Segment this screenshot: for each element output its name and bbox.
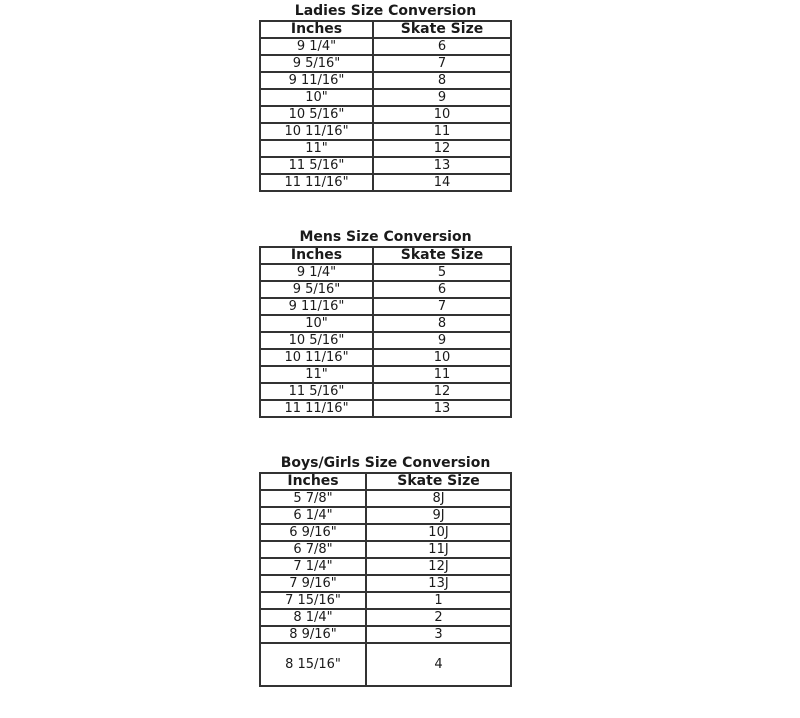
table-row xyxy=(260,157,511,174)
inches-cell: 8 9/16" xyxy=(260,626,366,643)
skate-size-cell: 12 xyxy=(373,383,511,400)
skate-size-cell: 2 xyxy=(366,609,511,626)
inches-cell: 9 11/16" xyxy=(260,298,373,315)
skate-size-cell: 11 xyxy=(373,366,511,383)
header-skate-size: Skate Size xyxy=(373,247,511,264)
skate-size-cell: 10 xyxy=(373,106,511,123)
table-row xyxy=(260,626,511,643)
inches-cell: 6 7/8" xyxy=(260,541,366,558)
inches-cell: 9 5/16" xyxy=(260,281,373,298)
skate-size-cell: 9 xyxy=(373,89,511,106)
skate-size-cell: 6 xyxy=(373,281,511,298)
skate-size-cell: 4 xyxy=(366,643,511,686)
table-row xyxy=(260,72,511,89)
inches-cell: 7 15/16" xyxy=(260,592,366,609)
table-row xyxy=(260,592,511,609)
inches-cell: 10" xyxy=(260,315,373,332)
table-header-row xyxy=(260,21,511,38)
skate-size-cell: 13 xyxy=(373,157,511,174)
table-row xyxy=(260,332,511,349)
table-row xyxy=(260,281,511,298)
inches-cell: 6 1/4" xyxy=(260,507,366,524)
inches-cell: 11 11/16" xyxy=(260,174,373,191)
inches-cell: 9 1/4" xyxy=(260,38,373,55)
table-row xyxy=(260,575,511,592)
ladies-size-table xyxy=(259,20,512,192)
mens-size-table xyxy=(259,246,512,418)
table-row xyxy=(260,400,511,417)
skate-size-cell: 8 xyxy=(373,72,511,89)
inches-cell: 10 11/16" xyxy=(260,349,373,366)
table-row xyxy=(260,298,511,315)
inches-cell: 11 5/16" xyxy=(260,383,373,400)
header-skate-size: Skate Size xyxy=(373,21,511,38)
inches-cell: 9 5/16" xyxy=(260,55,373,72)
skate-size-cell: 8 xyxy=(373,315,511,332)
skate-size-cell: 11J xyxy=(366,541,511,558)
skate-size-cell: 12 xyxy=(373,140,511,157)
table-row xyxy=(260,315,511,332)
inches-cell: 11" xyxy=(260,366,373,383)
skate-size-cell: 5 xyxy=(373,264,511,281)
table-row xyxy=(260,174,511,191)
inches-cell: 6 9/16" xyxy=(260,524,366,541)
inches-cell: 11 11/16" xyxy=(260,400,373,417)
skate-size-cell: 10 xyxy=(373,349,511,366)
skate-size-cell: 7 xyxy=(373,55,511,72)
skate-size-cell: 1 xyxy=(366,592,511,609)
table-row xyxy=(260,349,511,366)
ladies-table-title: Ladies Size Conversion xyxy=(294,3,477,19)
inches-cell: 11 5/16" xyxy=(260,157,373,174)
skate-size-cell: 3 xyxy=(366,626,511,643)
inches-cell: 10 5/16" xyxy=(260,106,373,123)
table-row xyxy=(260,140,511,157)
skate-size-cell: 11 xyxy=(373,123,511,140)
header-inches: Inches xyxy=(260,21,373,38)
inches-cell: 7 9/16" xyxy=(260,575,366,592)
table-row xyxy=(260,55,511,72)
inches-cell: 10" xyxy=(260,89,373,106)
table-row xyxy=(260,524,511,541)
table-row xyxy=(260,123,511,140)
table-row xyxy=(260,366,511,383)
skate-size-cell: 13J xyxy=(366,575,511,592)
inches-cell: 10 11/16" xyxy=(260,123,373,140)
inches-cell: 5 7/8" xyxy=(260,490,366,507)
inches-cell: 9 11/16" xyxy=(260,72,373,89)
boys-girls-size-table xyxy=(259,472,512,687)
table-header-row xyxy=(260,473,511,490)
skate-size-cell: 8J xyxy=(366,490,511,507)
skate-size-cell: 9J xyxy=(366,507,511,524)
skate-size-cell: 12J xyxy=(366,558,511,575)
table-row xyxy=(260,643,511,686)
inches-cell: 9 1/4" xyxy=(260,264,373,281)
table-row xyxy=(260,89,511,106)
mens-table-title: Mens Size Conversion xyxy=(299,229,472,245)
skate-size-cell: 6 xyxy=(373,38,511,55)
boys-girls-table-title: Boys/Girls Size Conversion xyxy=(280,455,491,471)
header-inches: Inches xyxy=(260,247,373,264)
header-inches: Inches xyxy=(260,473,366,490)
header-skate-size: Skate Size xyxy=(366,473,511,490)
table-row xyxy=(260,490,511,507)
table-row xyxy=(260,558,511,575)
skate-size-cell: 10J xyxy=(366,524,511,541)
inches-cell: 8 1/4" xyxy=(260,609,366,626)
table-row xyxy=(260,383,511,400)
inches-cell: 10 5/16" xyxy=(260,332,373,349)
table-row xyxy=(260,609,511,626)
inches-cell: 8 15/16" xyxy=(260,643,366,686)
skate-size-cell: 9 xyxy=(373,332,511,349)
table-row xyxy=(260,38,511,55)
table-row xyxy=(260,264,511,281)
inches-cell: 7 1/4" xyxy=(260,558,366,575)
table-header-row xyxy=(260,247,511,264)
table-row xyxy=(260,541,511,558)
table-row xyxy=(260,507,511,524)
table-row xyxy=(260,106,511,123)
skate-size-cell: 13 xyxy=(373,400,511,417)
inches-cell: 11" xyxy=(260,140,373,157)
skate-size-cell: 7 xyxy=(373,298,511,315)
skate-size-cell: 14 xyxy=(373,174,511,191)
